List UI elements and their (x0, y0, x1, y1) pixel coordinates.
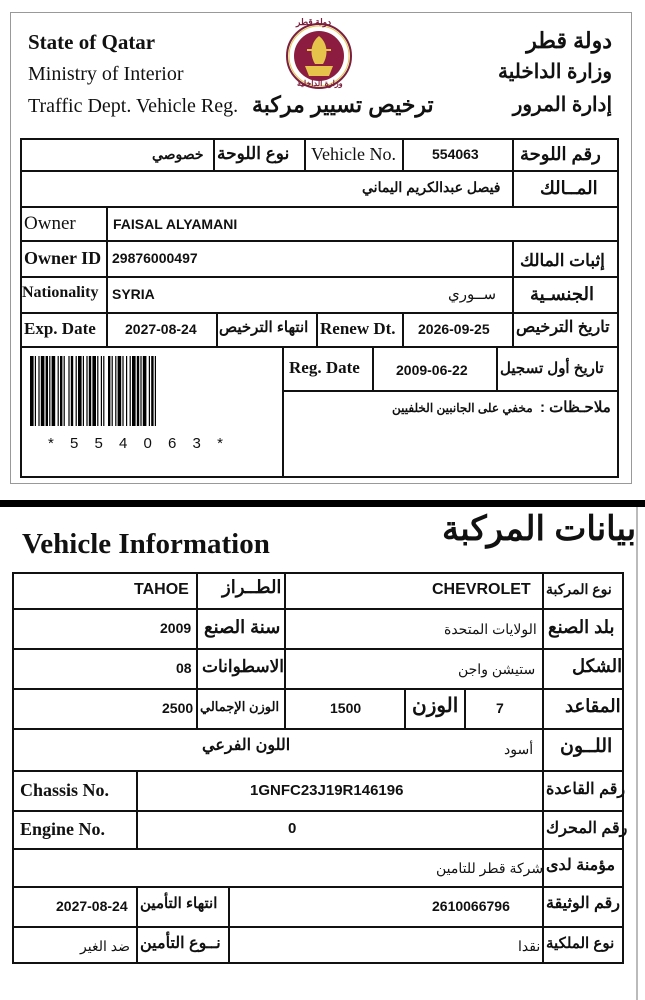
insurance-exp-value: 2027-08-24 (56, 898, 128, 914)
card-edge (636, 507, 638, 1000)
title-ar: ترخيص تسيير مركبة (252, 92, 434, 117)
owner-label-ar: المــالك (540, 178, 598, 198)
divider (496, 346, 498, 390)
vehicle-no-label: Vehicle No. (311, 144, 396, 164)
card-separator (0, 500, 645, 507)
barcode-text: * 5 5 4 0 6 3 * (48, 435, 229, 452)
owner-id-value: 29876000497 (112, 250, 198, 266)
make-label: نوع المركبة (546, 581, 612, 597)
seats-label: المقاعد (565, 696, 621, 716)
insurance-type-value: ضد الغير (80, 938, 130, 954)
plate-no-value: 554063 (432, 146, 479, 162)
exp-date-label-en: Exp. Date (24, 319, 96, 338)
barcode-icon (30, 356, 272, 426)
year-value: 2009 (160, 620, 192, 636)
barcode-bar (83, 356, 84, 426)
notes-label: ملاحـظات : (540, 399, 611, 416)
renew-label-ar: تاريخ الترخيص (516, 319, 610, 336)
barcode-bar (97, 356, 98, 426)
barcode-bar (126, 356, 127, 426)
barcode-bar (60, 356, 62, 426)
cylinders-label: الاسطوانات (202, 657, 285, 676)
divider (106, 240, 108, 276)
state-en: State of Qatar (28, 30, 156, 54)
nationality-value-en: SYRIA (112, 286, 155, 302)
divider (402, 138, 404, 170)
chassis-label-ar: رقم القاعدة (546, 781, 626, 798)
insured-by-label: مؤمنة لدى (546, 857, 616, 874)
emblem-text-top: دولة قطر (296, 17, 332, 27)
vehicle-info-title-en: Vehicle Information (22, 528, 270, 560)
barcode-bar (35, 356, 36, 426)
gross-weight-value: 2500 (162, 700, 194, 716)
weight-value: 1500 (330, 700, 362, 716)
ministry-ar: وزارة الداخلية (497, 61, 612, 83)
barcode-bar (30, 356, 34, 426)
color-label: اللــون (560, 736, 613, 757)
shape-value: ستيشن واجن (458, 661, 536, 677)
barcode-bar (101, 356, 102, 426)
dept-en: Traffic Dept. Vehicle Reg. (28, 95, 239, 117)
dept-ar: إدارة المرور (512, 94, 612, 116)
owner-name-en: FAISAL ALYAMANI (113, 216, 238, 232)
divider (20, 206, 619, 208)
barcode-bar (76, 356, 77, 426)
plate-no-label: رقم اللوحة (520, 144, 601, 164)
barcode-bar (112, 356, 113, 426)
ownership-type-value: نقدا (518, 938, 541, 954)
barcode-bar (86, 356, 87, 426)
color-value: أسود (504, 741, 534, 757)
divider (512, 240, 514, 276)
nationality-value-ar: ســوري (448, 286, 497, 303)
shape-label: الشكل (572, 656, 623, 676)
insurance-exp-label: انتهاء التأمين (140, 895, 218, 912)
divider (304, 138, 306, 170)
divider (228, 886, 230, 964)
ministry-en: Ministry of Interior (28, 63, 184, 85)
barcode-bar (132, 356, 136, 426)
divider (512, 276, 514, 312)
barcode-bar (149, 356, 150, 426)
make-value: CHEVROLET (432, 581, 531, 598)
policy-no-label: رقم الوثيقة (546, 895, 621, 912)
insurance-type-label: نــوع التأمين (140, 935, 221, 952)
vehicle-info-title-ar: بيانات المركبة (442, 510, 637, 548)
owner-id-label-en: Owner ID (24, 248, 102, 268)
divider (12, 688, 624, 690)
divider (20, 276, 619, 278)
divider (512, 138, 514, 170)
barcode-bar (118, 356, 122, 426)
chassis-value: 1GNFC23J19R146196 (250, 782, 404, 799)
divider (12, 810, 624, 812)
barcode-bar (89, 356, 91, 426)
divider (372, 346, 374, 390)
policy-no-value: 2610066796 (432, 898, 510, 914)
barcode-bar (52, 356, 56, 426)
barcode-bar (68, 356, 69, 426)
exp-date-label-ar: انتهاء الترخيص (219, 319, 309, 336)
barcode-bar (108, 356, 110, 426)
barcode-bar (143, 356, 147, 426)
plate-type-value: خصوصي (152, 146, 204, 162)
divider (12, 848, 624, 850)
divider (316, 312, 318, 346)
divider (512, 312, 514, 346)
divider (464, 688, 466, 728)
barcode-bar (140, 356, 141, 426)
year-label: سنة الصنع (204, 617, 281, 637)
owner-name-ar: فيصل عبدالكريم اليماني (362, 179, 501, 195)
divider (282, 390, 619, 392)
divider (12, 770, 624, 772)
gross-weight-label: الوزن الإجمالي (200, 699, 280, 714)
emblem-text-bottom: وزارة الداخلية (297, 79, 343, 88)
reg-date-label-en: Reg. Date (289, 358, 360, 377)
barcode-bar (122, 356, 123, 426)
plate-type-label: نوع اللوحة (217, 144, 290, 163)
nationality-label-en: Nationality (22, 284, 99, 301)
country-value: الولايات المتحدة (444, 621, 537, 637)
weight-label: الوزن (412, 695, 459, 717)
exp-date-value: 2027-08-24 (125, 321, 197, 337)
barcode-bar (78, 356, 82, 426)
seats-value: 7 (496, 700, 504, 716)
cylinders-value: 08 (176, 660, 192, 676)
divider (542, 572, 544, 964)
reg-date-label-ar: تاريخ أول تسجيل (500, 360, 604, 377)
renew-date-value: 2026-09-25 (418, 321, 490, 337)
divider (196, 572, 198, 730)
owner-id-label-ar: إثبات المالك (520, 251, 605, 270)
divider (106, 206, 108, 240)
divider (20, 240, 619, 242)
barcode-bar (71, 356, 73, 426)
divider (12, 926, 624, 928)
divider (12, 608, 624, 610)
barcode-bar (64, 356, 65, 426)
divider (20, 346, 619, 348)
barcode-bar (46, 356, 48, 426)
country-label: بلد الصنع (548, 617, 615, 637)
engine-label-en: Engine No. (20, 819, 106, 839)
divider (216, 312, 218, 346)
divider (20, 312, 619, 314)
registration-table (20, 138, 619, 478)
state-ar: دولة قطر (526, 28, 612, 53)
barcode-bar (155, 356, 156, 426)
divider (106, 312, 108, 346)
sub-color-label: اللون الفرعي (202, 737, 291, 754)
model-label: الطــراز (222, 577, 282, 597)
owner-label-en: Owner (24, 213, 76, 234)
divider (402, 312, 404, 346)
divider (12, 648, 624, 650)
divider (404, 688, 406, 728)
reg-date-value: 2009-06-22 (396, 362, 468, 378)
barcode-bar (137, 356, 139, 426)
barcode-bar (92, 356, 96, 426)
divider (136, 886, 138, 964)
notes-value: مخفي على الجانبين الخلفيين (392, 401, 533, 415)
engine-value: 0 (288, 820, 297, 837)
barcode-bar (151, 356, 153, 426)
barcode-bar (58, 356, 59, 426)
divider (106, 276, 108, 312)
divider (12, 728, 624, 730)
divider (20, 170, 619, 172)
barcode-bar (103, 356, 104, 426)
nationality-label-ar: الجنسـية (530, 284, 594, 304)
divider (12, 886, 624, 888)
renew-label-en: Renew Dt. (320, 319, 396, 338)
barcode-bar (49, 356, 50, 426)
divider (284, 572, 286, 730)
divider (213, 138, 215, 170)
chassis-label-en: Chassis No. (20, 780, 110, 800)
divider (136, 770, 138, 848)
model-value: TAHOE (134, 581, 189, 598)
engine-label-ar: رقم المحرك (546, 820, 628, 837)
insured-by-value: شركة قطر للتامين (436, 860, 544, 876)
ownership-type-label: نوع الملكية (546, 935, 615, 952)
barcode-bar (130, 356, 131, 426)
divider (512, 170, 514, 206)
divider (282, 346, 284, 478)
barcode-bar (115, 356, 116, 426)
barcode-bar (41, 356, 45, 426)
barcode-bar (38, 356, 39, 426)
